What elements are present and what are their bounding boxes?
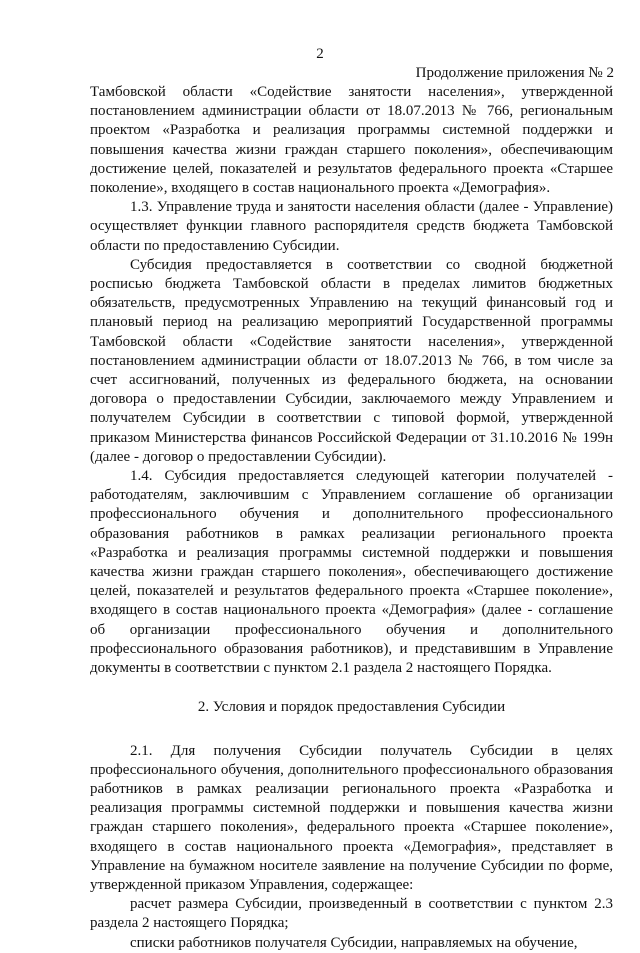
document-body bbox=[90, 83, 613, 953]
paragraph-subsidy-provision: Субсидия предоставляется в соответствии со сводной бюджетной росписью бюджета Тамбовской области в пределах лимитов бюджетных обязательств, предусмотренных Управлению на текущий финансовый год и плановый период на реализацию мероприятий Государственной программы Тамбовской области «Содействие занятости населения», утвержденной постановлением администрации области от 18.07.2013 № 766, в том числе за счет ассигнований, полученных из федерального бюджета, на основании договора о предоставлении Субсидии, заключаемого между Управлением и получателем Субсидии в соответствии с типовой формой, утвержденной приказом Министерства финансов Российской Федерации от 31.10.2016 № 199н (далее - договор о предоставлении Субсидии). bbox=[90, 256, 613, 465]
paragraph-continuation: Тамбовской области «Содействие занятости населения», утвержденной постановлением администрации области от 18.07.2013 № 766, региональным проектом «Разработка и реализация программы системной поддержки и повышения качества жизни граждан старшего поколения», обеспечивающим достижение целей, показателей и результатов федерального проекта «Старшее поколение», входящего в состав национального проекта «Демография». bbox=[90, 84, 613, 197]
page-number: 2 bbox=[316, 46, 324, 62]
paragraph-1-4: 1.4. Субсидия предоставляется следующей категории получателей - работодателям, заключившим с Управлением соглашение об организации профессионального обучения и дополнительного профессионального образования работников в рамках реализации регионального проекта «Разработка и реализация программы системной поддержки и повышения качества жизни граждан старшего поколения», обеспечивающего достижение целей, показателей и результатов федерального проекта «Старшее поколение», входящего в состав национального проекта «Демография» (далее - соглашение об организации профессионального обучения и дополнительного профессионального образования работников), и представившим в Управление документы в соответствии с пунктом 2.1 раздела 2 настоящего Порядка. bbox=[90, 468, 613, 677]
paragraph-2-1: 2.1. Для получения Субсидии получатель Субсидии в целях профессионального обучения, дополнительного профессионального образования работников в рамках реализации регионального проекта «Разработка и реализация программы системной поддержки и повышения качества жизни граждан старшего поколения», федерального проекта «Старшее поколение», входящего в состав национального проекта «Демография», представляет в Управление на бумажном носителе заявление на получение Субсидии по форме, утвержденной приказом Управления, содержащее: bbox=[90, 742, 613, 893]
section-heading: 2. Условия и порядок предоставления Субсидии bbox=[197, 699, 506, 716]
paragraph-calculation: расчет размера Субсидии, произведенный в соответствии с пунктом 2.3 раздела 2 настоящего Порядка; bbox=[90, 896, 613, 932]
paragraph-1-3: 1.3. Управление труда и занятости населения области (далее - Управление) осуществляет функции главного распорядителя средств бюджета Тамбовской области по предоставлению Субсидии. bbox=[90, 199, 613, 254]
paragraph-employee-lists: списки работников получателя Субсидии, направляемых на обучение, bbox=[130, 934, 578, 951]
appendix-continuation-note: Продолжение приложения № 2 bbox=[415, 65, 614, 81]
